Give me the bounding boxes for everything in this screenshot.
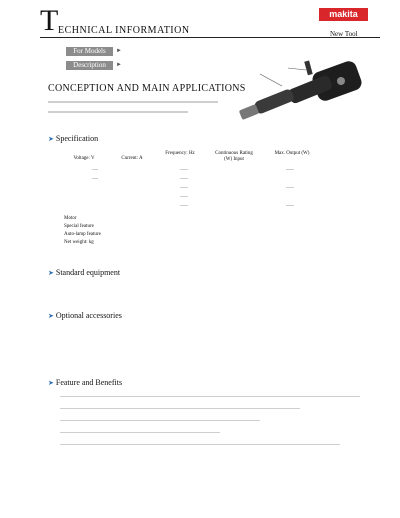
- text-placeholder-line: [60, 432, 220, 433]
- table-header: Max. Output (W): [274, 151, 310, 156]
- page-title: ECHNICAL INFORMATION: [58, 25, 190, 36]
- spec-label-special-feature: Special feature: [64, 224, 94, 229]
- arrow-bullet-icon: ➤: [48, 135, 54, 143]
- table-header: Voltage: V: [73, 156, 95, 161]
- spec-table-body: [60, 166, 360, 212]
- table-header: Frequency: Hz: [165, 151, 195, 156]
- features-heading: ➤ Feature and Benefits: [48, 378, 123, 387]
- spec-label-net-weight: Net weight: kg: [64, 240, 94, 245]
- arrow-bullet-icon: ➤: [48, 379, 54, 387]
- text-placeholder-line: [48, 101, 218, 103]
- standard-equipment-heading: ➤ Standard equipment: [48, 268, 121, 277]
- arrow-icon: ►: [116, 48, 122, 54]
- spec-label-auto-lamp: Auto-lamp feature: [64, 232, 101, 237]
- title-rule: [40, 37, 380, 38]
- text-placeholder-line: [48, 111, 188, 113]
- text-placeholder-line: [60, 408, 300, 409]
- arrow-bullet-icon: ➤: [48, 269, 54, 277]
- arrow-bullet-icon: ➤: [48, 312, 54, 320]
- table-header: Current: A: [121, 156, 143, 161]
- spec-label-motor: Motor: [64, 216, 77, 221]
- text-placeholder-line: [60, 396, 360, 397]
- arrow-icon: ►: [116, 62, 122, 68]
- new-tool-label: New Tool: [330, 30, 358, 38]
- makita-logo: makita: [319, 8, 368, 21]
- for-models-label: For Models: [66, 47, 113, 56]
- angle-impact-wrench-illustration: [228, 58, 373, 130]
- title-initial: T: [40, 4, 59, 37]
- specification-heading: ➤ Specification: [48, 134, 99, 143]
- table-header: Continuous Rating (W) Input: [215, 151, 253, 162]
- concept-heading: CONCEPTION AND MAIN APPLICATIONS: [48, 83, 246, 94]
- optional-accessories-heading: ➤ Optional accessories: [48, 311, 122, 320]
- text-placeholder-line: [60, 420, 260, 421]
- description-label: Description: [66, 61, 113, 70]
- text-placeholder-line: [60, 444, 340, 445]
